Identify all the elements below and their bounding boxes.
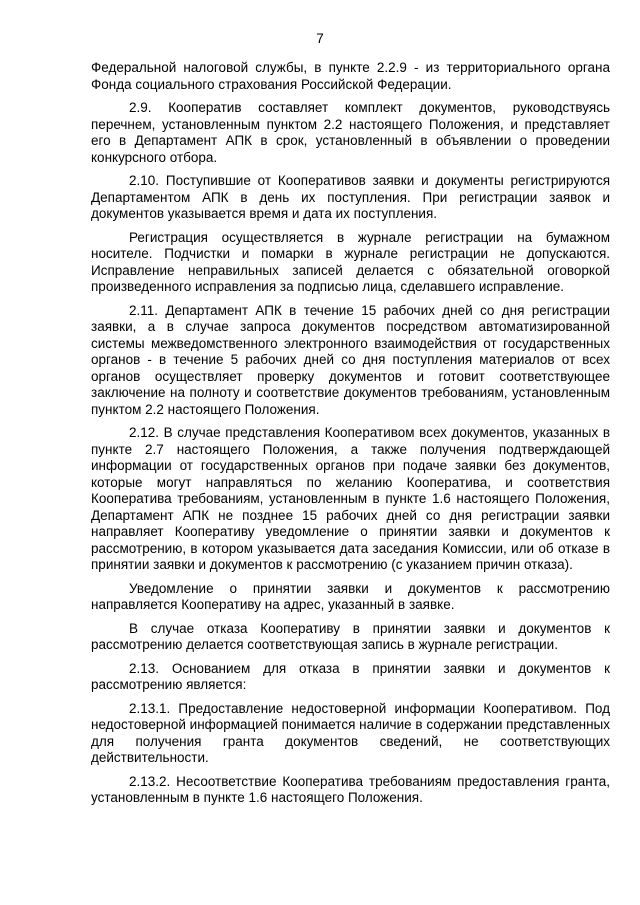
paragraph-2-11: 2.11. Департамент АПК в течение 15 рабочих дней со дня регистрации заявки, а в случае запроса документов посредством автоматизированной системы межведомственного электронного взаимодействия от государственных органов - в течение 5 рабочих дней со дня поступления материалов от всех органов осуществляет проверку документов и готовит соответствующее заключение на полноту и соответствие документов требованиям, установленным пунктом 2.2 настоящего Положения. — [91, 302, 610, 417]
page-number: 7 — [316, 31, 324, 46]
paragraph-2-10: 2.10. Поступившие от Кооперативов заявки и документы регистрируются Департаментом АПК в день их поступления. При регистрации заявок и документов указывается время и дата их поступления. — [91, 173, 610, 221]
paragraph-continuation: Федеральной налоговой службы, в пункте 2.2.9 - из территориального органа Фонда социального страхования Российской Федерации. — [91, 60, 610, 92]
paragraph-2-12: 2.12. В случае представления Кооперативом всех документов, указанных в пункте 2.7 настоящего Положения, а также получения подтверждающей информации от государственных органов при подаче заявки без документов, которые могут направляться по желанию Кооператива, и соответствия Кооператива требованиям, установленным в пункте 1.6 настоящего Положения, Департамент АПК не позднее 15 рабочих дней со дня регистрации заявки направляет Кооперативу уведомление о принятии заявки и документов к рассмотрению, в котором указывается дата заседания Комиссии, или об отказе в принятии заявки и документов к рассмотрению (с указанием причин отказа). — [91, 425, 610, 572]
paragraph-notification: Уведомление о принятии заявки и документов к рассмотрению направляется Кооперативу на адрес, указанный в заявке. — [91, 580, 610, 612]
paragraph-2-13-1: 2.13.1. Предоставление недостоверной информации Кооперативом. Под недостоверной информацией понимается наличие в содержании представленных для получения гранта документов сведений, не соответствующих действительности. — [91, 700, 610, 765]
paragraph-2-9: 2.9. Кооператив составляет комплект документов, руководствуясь перечнем, установленным пунктом 2.2 настоящего Положения, и представляет его в Департамент АПК в срок, установленный в объявлении о проведении конкурсного отбора. — [91, 100, 610, 165]
paragraph-registration: Регистрация осуществляется в журнале регистрации на бумажном носителе. Подчистки и помарки в журнале регистрации не допускаются. Исправление неправильных записей делается с обязательной оговоркой произведенного исправления за подписью лица, сделавшего исправление. — [91, 229, 610, 294]
paragraph-refusal-record: В случае отказа Кооперативу в принятии заявки и документов к рассмотрению делается соответствующая запись в журнале регистрации. — [91, 620, 610, 652]
paragraph-2-13: 2.13. Основанием для отказа в принятии заявки и документов к рассмотрению является: — [91, 660, 610, 692]
paragraph-2-13-2: 2.13.2. Несоответствие Кооператива требованиям предоставления гранта, установленным в пункте 1.6 настоящего Положения. — [91, 773, 610, 805]
document-body — [91, 60, 610, 807]
